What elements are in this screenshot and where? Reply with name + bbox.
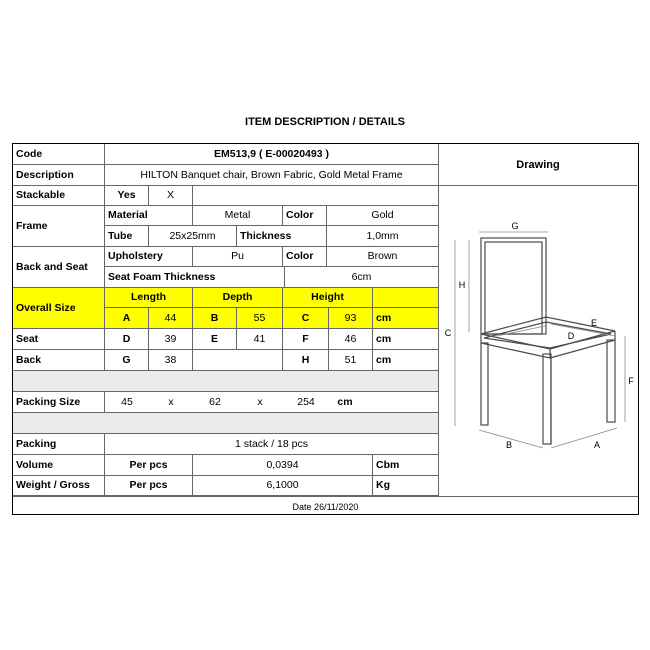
drawing-heading: Drawing xyxy=(439,144,637,186)
overall-b: B xyxy=(193,308,237,329)
overall-b-value: 55 xyxy=(237,308,283,329)
packing-value: 1 stack / 18 pcs xyxy=(105,434,439,455)
frame-thickness-label: Thickness xyxy=(237,226,327,247)
frame-label: Frame xyxy=(13,206,105,247)
dim-label-c: C xyxy=(444,328,452,338)
seat-e-value: 41 xyxy=(237,329,283,350)
seat-d: D xyxy=(105,329,149,350)
overall-size-label: Overall Size xyxy=(13,288,105,329)
overall-height-label: Height xyxy=(283,288,373,308)
description-label: Description xyxy=(13,165,105,186)
packing-size-label: Packing Size xyxy=(13,392,105,413)
back-unit: cm xyxy=(373,350,439,371)
seat-f-value: 46 xyxy=(329,329,373,350)
frame-thickness-value: 1,0mm xyxy=(327,226,439,247)
back-label: Back xyxy=(13,350,105,371)
dim-label-e: E xyxy=(590,318,598,328)
packing-size-x1: x xyxy=(168,396,174,409)
column-divider xyxy=(438,144,439,496)
page-title: ITEM DESCRIPTION / DETAILS xyxy=(245,116,405,128)
dim-label-g: G xyxy=(511,221,519,231)
spacer-row xyxy=(13,371,439,392)
volume-unit: Cbm xyxy=(373,455,439,476)
frame-tube-label: Tube xyxy=(105,226,149,247)
stackable-yes: Yes xyxy=(105,186,149,206)
overall-c: C xyxy=(283,308,329,329)
stackable-label: Stackable xyxy=(13,186,105,206)
chair-frame-lines xyxy=(481,238,615,444)
packing-label: Packing xyxy=(13,434,105,455)
back-empty xyxy=(193,350,283,371)
packing-size-unit: cm xyxy=(337,396,353,409)
overall-c-value: 93 xyxy=(329,308,373,329)
description-value: HILTON Banquet chair, Brown Fabric, Gold Metal Frame xyxy=(105,165,439,186)
code-label: Code xyxy=(13,144,105,165)
seat-label: Seat xyxy=(13,329,105,350)
volume-per: Per pcs xyxy=(105,455,193,476)
weight-per: Per pcs xyxy=(105,476,193,496)
overall-a: A xyxy=(105,308,149,329)
volume-label: Volume xyxy=(13,455,105,476)
foam-label: Seat Foam Thickness xyxy=(105,267,285,288)
back-g: G xyxy=(105,350,149,371)
upholstery-color-value: Brown xyxy=(327,247,439,267)
weight-value: 6,1000 xyxy=(193,476,373,496)
back-g-value: 38 xyxy=(149,350,193,371)
overall-length-label: Length xyxy=(105,288,193,308)
foam-value: 6cm xyxy=(285,267,439,288)
dim-label-b: B xyxy=(505,440,513,450)
back-h: H xyxy=(283,350,329,371)
upholstery-label: Upholstery xyxy=(105,247,193,267)
packing-size-v2: 62 xyxy=(209,396,221,409)
packing-size-v3: 254 xyxy=(297,396,315,409)
dim-label-f: F xyxy=(628,376,634,386)
upholstery-value: Pu xyxy=(193,247,283,267)
weight-unit: Kg xyxy=(373,476,439,496)
spacer-row xyxy=(13,413,439,434)
spec-sheet xyxy=(12,143,639,515)
volume-value: 0,0394 xyxy=(193,455,373,476)
dim-label-a: A xyxy=(593,440,601,450)
weight-label: Weight / Gross xyxy=(13,476,105,496)
date-footer: Date 26/11/2020 xyxy=(13,496,638,516)
overall-a-value: 44 xyxy=(149,308,193,329)
frame-color-label: Color xyxy=(283,206,327,226)
overall-depth-label: Depth xyxy=(193,288,283,308)
seat-f: F xyxy=(283,329,329,350)
dim-label-h: H xyxy=(458,280,466,290)
frame-material-label: Material xyxy=(105,206,193,226)
back-h-value: 51 xyxy=(329,350,373,371)
overall-unit: cm xyxy=(373,308,439,329)
seat-unit: cm xyxy=(373,329,439,350)
dim-label-d: D xyxy=(567,331,575,341)
seat-e: E xyxy=(193,329,237,350)
overall-empty xyxy=(373,288,439,308)
chair-drawing xyxy=(439,186,637,496)
code-value: EM513,9 ( E-00020493 ) xyxy=(105,144,439,165)
upholstery-color-label: Color xyxy=(283,247,327,267)
frame-tube-value: 25x25mm xyxy=(149,226,237,247)
frame-color-value: Gold xyxy=(327,206,439,226)
stackable-empty xyxy=(193,186,439,206)
frame-material-value: Metal xyxy=(193,206,283,226)
back-seat-label: Back and Seat xyxy=(13,247,105,288)
packing-size-x2: x xyxy=(257,396,263,409)
stackable-mark: X xyxy=(149,186,193,206)
packing-size-v1: 45 xyxy=(121,396,133,409)
seat-d-value: 39 xyxy=(149,329,193,350)
